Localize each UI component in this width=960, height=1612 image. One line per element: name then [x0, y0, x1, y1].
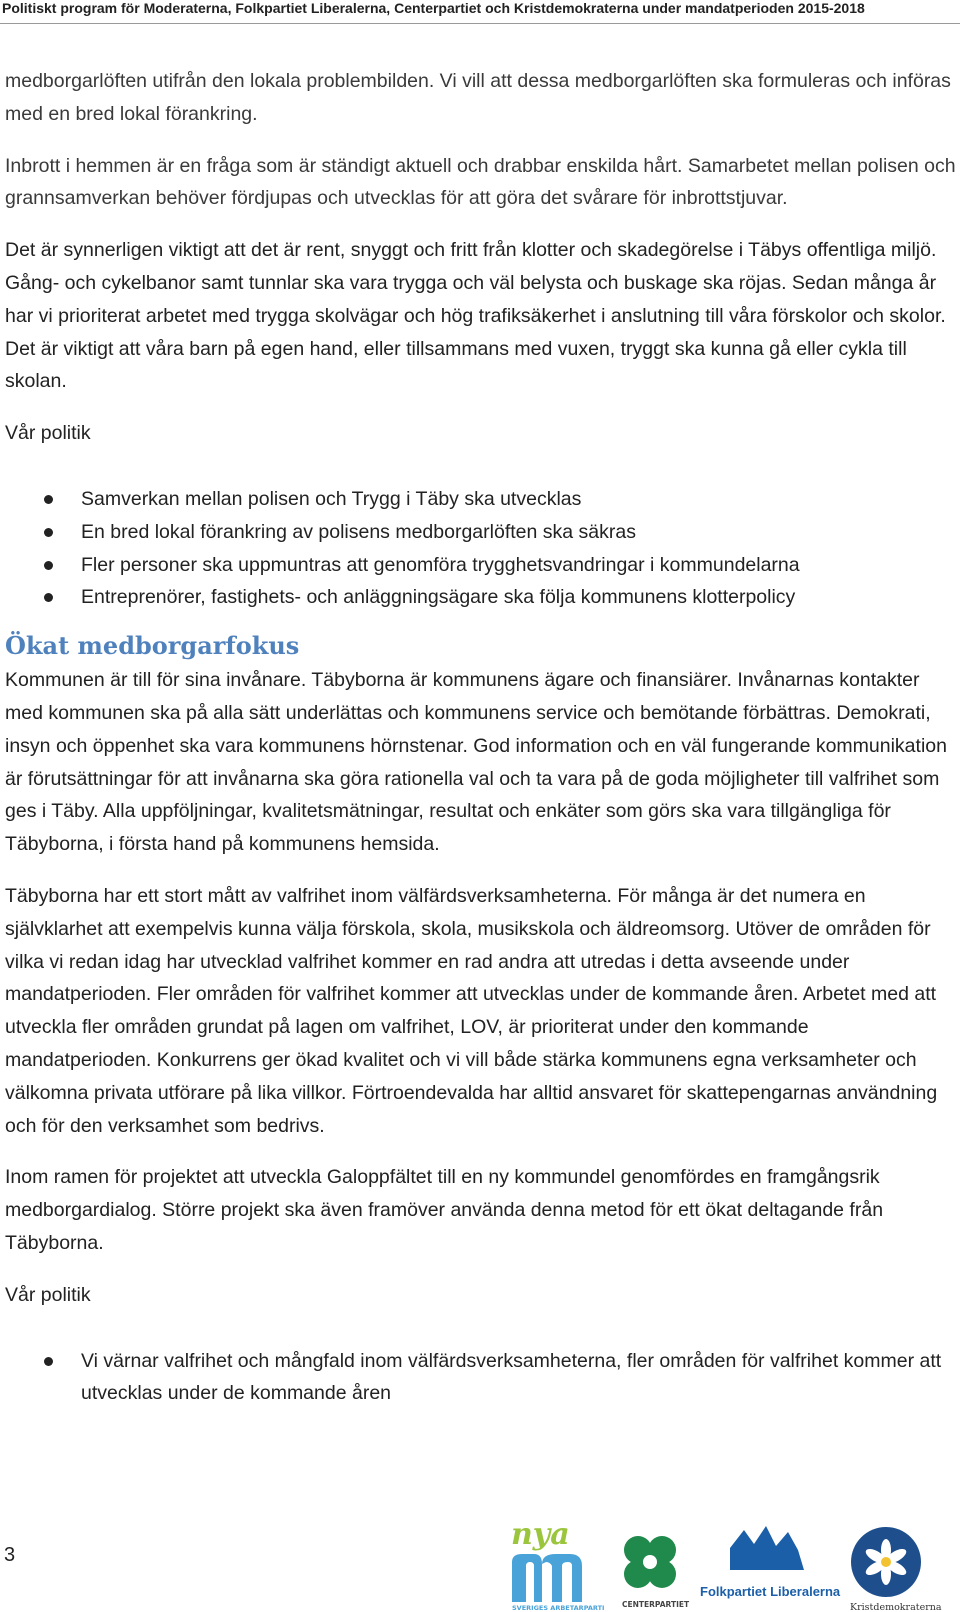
politik-label: Vår politik	[5, 1283, 91, 1306]
centerpartiet-logo-text: CENTERPARTIET	[622, 1600, 690, 1609]
bullet-icon	[44, 528, 53, 537]
list-item-text: Vi värnar valfrihet och mångfald inom välfärdsverksamheterna, fler områden för valfrihet kommer att utvecklas under de kommande åren	[81, 1349, 942, 1405]
list-item-text: Entreprenörer, fastighets- och anläggningsägare ska följa kommunens klotterpolicy	[81, 586, 796, 609]
centerpartiet-logo	[622, 1536, 690, 1609]
anemone-center-icon	[881, 1557, 891, 1567]
bullet-icon	[44, 561, 53, 570]
paragraph: Inom ramen för projektet att utveckla Galoppfältet till en ny kommundel genomfördes en framgångsrik medborgardialog. Större projekt ska även framöver använda denna metod för ett ökat deltagande från Täbyborna.	[5, 1166, 884, 1254]
list-item	[5, 516, 960, 549]
page-number: 3	[4, 1544, 16, 1566]
moderaterna-logo-word: nya	[511, 1518, 570, 1552]
moderaterna-logo	[511, 1518, 604, 1612]
document-body	[5, 65, 960, 1410]
list-item-text: En bred lokal förankring av polisens medborgarlöften ska säkras	[81, 520, 636, 543]
list-item-text: Fler personer ska uppmuntras att genomföra trygghetsvandringar i kommundelarna	[81, 553, 800, 576]
paragraph: medborgarlöften utifrån den lokala problembilden. Vi vill att dessa medborgarlöften ska formuleras och införas med en bred lokal förankring.	[5, 70, 951, 125]
moderaterna-logo-tagline: SVERIGES ARBETARPARTI	[512, 1604, 605, 1612]
list-item-text: Samverkan mellan polisen och Trygg i Täby ska utvecklas	[81, 487, 582, 510]
list-item	[5, 483, 960, 516]
section-heading: Ökat medborgarfokus	[5, 631, 300, 661]
running-header: Politiskt program för Moderaterna, Folkpartiet Liberalerna, Centerpartiet och Kristdemokraterna under mandatperioden 2015-2018	[0, 0, 960, 24]
paragraph: Det är synnerligen viktigt att det är rent, snyggt och fritt från klotter och skadegörelse i Täbys offentliga miljö. Gång- och cykelbanor samt tunnlar ska vara trygga och väl belysta och buskage ska röjas. Sedan många år har vi prioriterat arbetet med trygga skolvägar och hög trafiksäkerhet i anslutning till våra förskolor och skolor. Det är viktigt att våra barn på egen hand, eller tillsammans med vuxen, tryggt ska kunna gå eller cykla till skolan.	[5, 239, 946, 393]
paragraph: Inbrott i hemmen är en fråga som är ständigt aktuell och drabbar enskilda hårt. Samarbetet mellan polisen och grannsamverkan behöver fördjupas och utvecklas för att göra det svårare för inbrottstjuvar.	[5, 154, 956, 210]
list-item	[5, 1345, 960, 1411]
party-logos	[508, 1518, 960, 1612]
folkpartiet-flame-icon	[730, 1526, 804, 1570]
bullet-icon	[44, 495, 53, 504]
folkpartiet-logo-text: Folkpartiet Liberalerna	[700, 1584, 841, 1599]
paragraph: Täbyborna har ett stort mått av valfrihet inom välfärdsverksamheterna. För många är det numera en självklarhet att exempelvis kunna välja förskola, skola, musikskola och äldreomsorg. Utöver de områden för vilka vi redan idag har utvecklad valfrihet kommer en rad andra att utredas i detta avseende under mandatperioden. Fler områden för valfrihet kommer att utvecklas under de kommande åren. Arbetet med att utveckla fler områden grundat på lagen om valfrihet, LOV, är prioriterat under den kommande mandatperioden. Konkurrens ger ökad kvalitet och vi vill både stärka kommunens egna verksamheter och välkomna privata utförare på lika villkor. Förtroendevalda har alltid ansvaret för skattepengarnas användning och för den verksamhet som bedrivs.	[5, 884, 938, 1137]
politik-list	[5, 483, 960, 614]
politik-list	[5, 1345, 960, 1411]
clover-center-icon	[643, 1555, 657, 1569]
paragraph: Kommunen är till för sina invånare. Täbyborna är kommunens ägare och finansiärer. Invånarnas kontakter med kommunen ska på alla sätt underlättas och kommunens service och bemötande förbättras. Demokrati, insyn och öppenhet ska vara kommunens hörnstenar. God information och en väl fungerande kommunikation är förutsättningar för att invånarna ska göra rationella val och ta vara på de goda möjligheter till valfrihet som ges i Täby. Alla uppföljningar, kvalitetsmätningar, resultat och enkäter som görs ska vara tillgängliga för Täbyborna, i första hand på kommunens hemsida.	[5, 669, 947, 856]
politik-label: Vår politik	[5, 422, 91, 445]
kristdemokraterna-logo	[850, 1527, 942, 1612]
bullet-icon	[44, 593, 53, 602]
bullet-icon	[44, 1357, 53, 1366]
folkpartiet-logo	[700, 1526, 841, 1599]
moderaterna-m-shape	[512, 1554, 582, 1602]
kristdemokraterna-logo-text: Kristdemokraterna	[850, 1602, 942, 1612]
list-item	[5, 549, 960, 582]
list-item	[5, 581, 960, 614]
